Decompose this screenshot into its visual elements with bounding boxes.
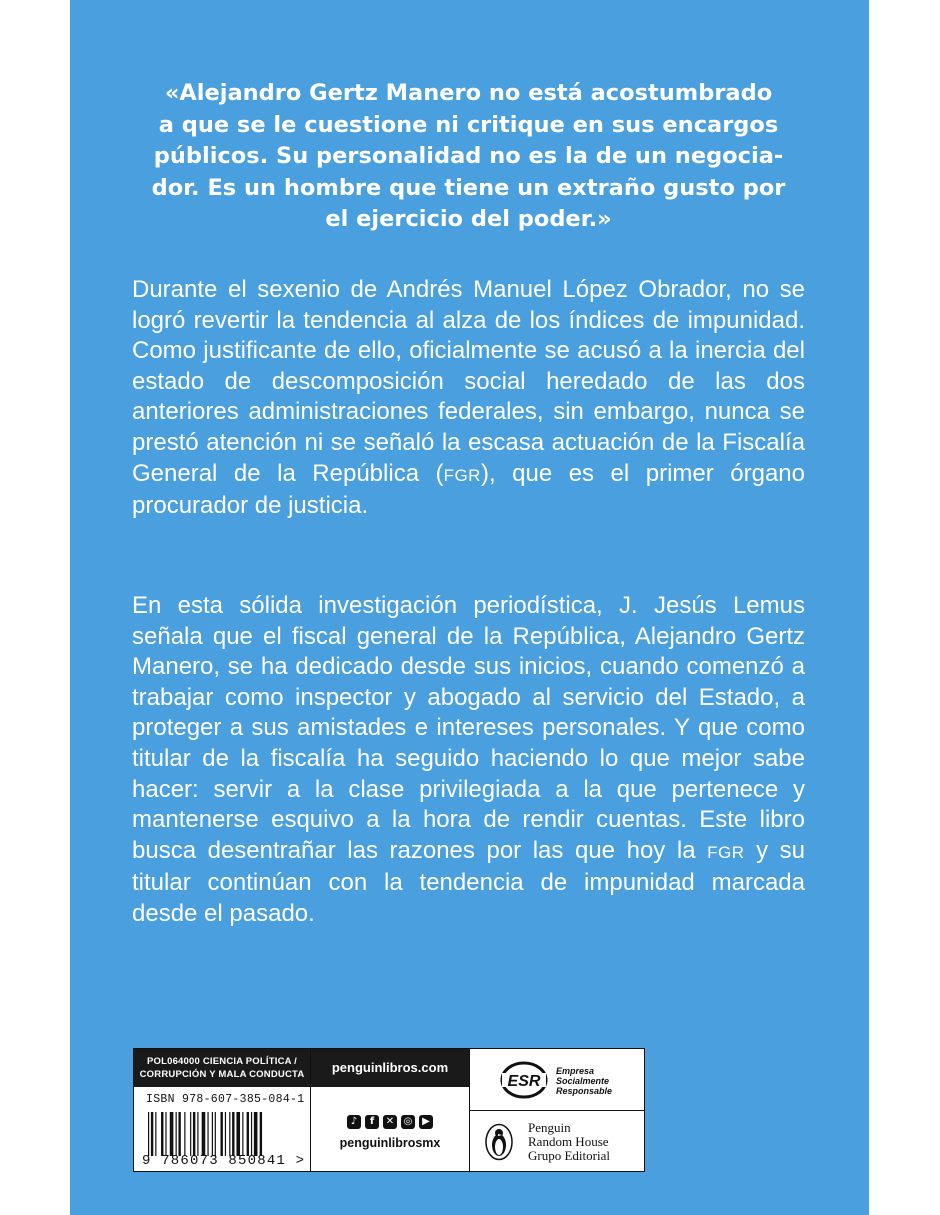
esr-logo-icon bbox=[500, 1060, 548, 1100]
esr-line: Empresa bbox=[556, 1066, 595, 1076]
fgr-abbreviation: FGR bbox=[707, 842, 745, 862]
paragraph-text: ), que es el primer órgano procurador de justicia. bbox=[132, 459, 806, 520]
bisac-category bbox=[134, 1049, 310, 1087]
book-info-block bbox=[133, 1048, 645, 1172]
publisher-line: Random House bbox=[528, 1134, 609, 1149]
publisher-column bbox=[470, 1049, 644, 1171]
category-line: POL064000 CIENCIA POLÍTICA / bbox=[146, 1056, 298, 1067]
quote-line: «Alejandro Gertz Manero no está acostumbrado bbox=[164, 80, 773, 106]
esr-line: Socialmente bbox=[556, 1076, 610, 1086]
pull-quote bbox=[132, 78, 805, 236]
barcode-digits: 9 786073 850841 > bbox=[142, 1153, 306, 1169]
instagram-icon[interactable]: ◎ bbox=[401, 1115, 415, 1129]
esr-badge bbox=[470, 1049, 644, 1111]
barcode bbox=[146, 1112, 306, 1156]
social-icons bbox=[311, 1115, 469, 1129]
esr-label bbox=[556, 1066, 612, 1096]
paragraph-text: En esta sólida investigación periodística, J. Jesús Lemus señala que el fiscal general de la República, Alejandro Gertz Manero, se ha dedicado desde sus inicios, cuando comenzó a trabajar como inspector y abogado al servicio del Estado, a proteger a sus amistades e intereses personales. Y que como titular de la fiscalía ha seguido haciendo lo que mejor sabe hacer: servir a la clase privilegiada a la que pertenece y mantenerse esquivo a la hora de rendir cuentas. Este libro busca desentrañar las razones por las que hoy la bbox=[132, 592, 805, 864]
x-icon[interactable]: ✕ bbox=[383, 1115, 397, 1129]
quote-line: a que se le cuestione ni critique en sus encargos bbox=[158, 111, 779, 138]
paragraph-text: Durante el sexenio de Andrés Manuel López Obrador, no se logró revertir la tendencia al alza de los índices de impunidad. Como justificante de ello, oficialmente se acusó a la inercia del estado de descomposición social heredado de las dos anteriores administraciones federales, sin embargo, nunca se prestó atención ni se señaló la escasa actuación de la Fiscalía General de la República ( bbox=[132, 276, 805, 487]
web-column bbox=[311, 1049, 470, 1171]
svg-text:ESR: ESR bbox=[507, 1073, 541, 1090]
youtube-icon[interactable]: ▶ bbox=[419, 1115, 433, 1129]
synopsis-paragraph-1 bbox=[132, 275, 805, 522]
synopsis-paragraph-2 bbox=[132, 591, 805, 930]
publisher-line: Penguin bbox=[528, 1120, 571, 1135]
esr-line: Responsable bbox=[556, 1086, 613, 1096]
isbn-column bbox=[134, 1049, 311, 1171]
paragraph-text: y su titular continúan con la tendencia de impunidad marcada desde el pasado. bbox=[132, 836, 805, 927]
website-link[interactable]: penguinlibros.com bbox=[311, 1049, 469, 1087]
facebook-icon[interactable]: f bbox=[365, 1115, 379, 1129]
publisher-line: Grupo Editorial bbox=[528, 1148, 610, 1163]
category-line: CORRUPCIÓN Y MALA CONDUCTA bbox=[139, 1069, 305, 1080]
tiktok-icon[interactable]: ♪ bbox=[347, 1115, 361, 1129]
quote-line: el ejercicio del poder.» bbox=[325, 206, 612, 232]
quote-line: públicos. Su personalidad no es la de un negocia- bbox=[153, 143, 784, 169]
isbn-number: ISBN 978-607-385-084-1 bbox=[146, 1093, 305, 1106]
social-handle[interactable]: penguinlibrosmx bbox=[339, 1136, 441, 1150]
quote-line: dor. Es un hombre que tiene un extraño gusto por bbox=[151, 174, 786, 201]
fgr-abbreviation: FGR bbox=[443, 465, 481, 485]
penguin-logo-icon bbox=[484, 1123, 514, 1161]
publisher-name bbox=[528, 1121, 610, 1163]
